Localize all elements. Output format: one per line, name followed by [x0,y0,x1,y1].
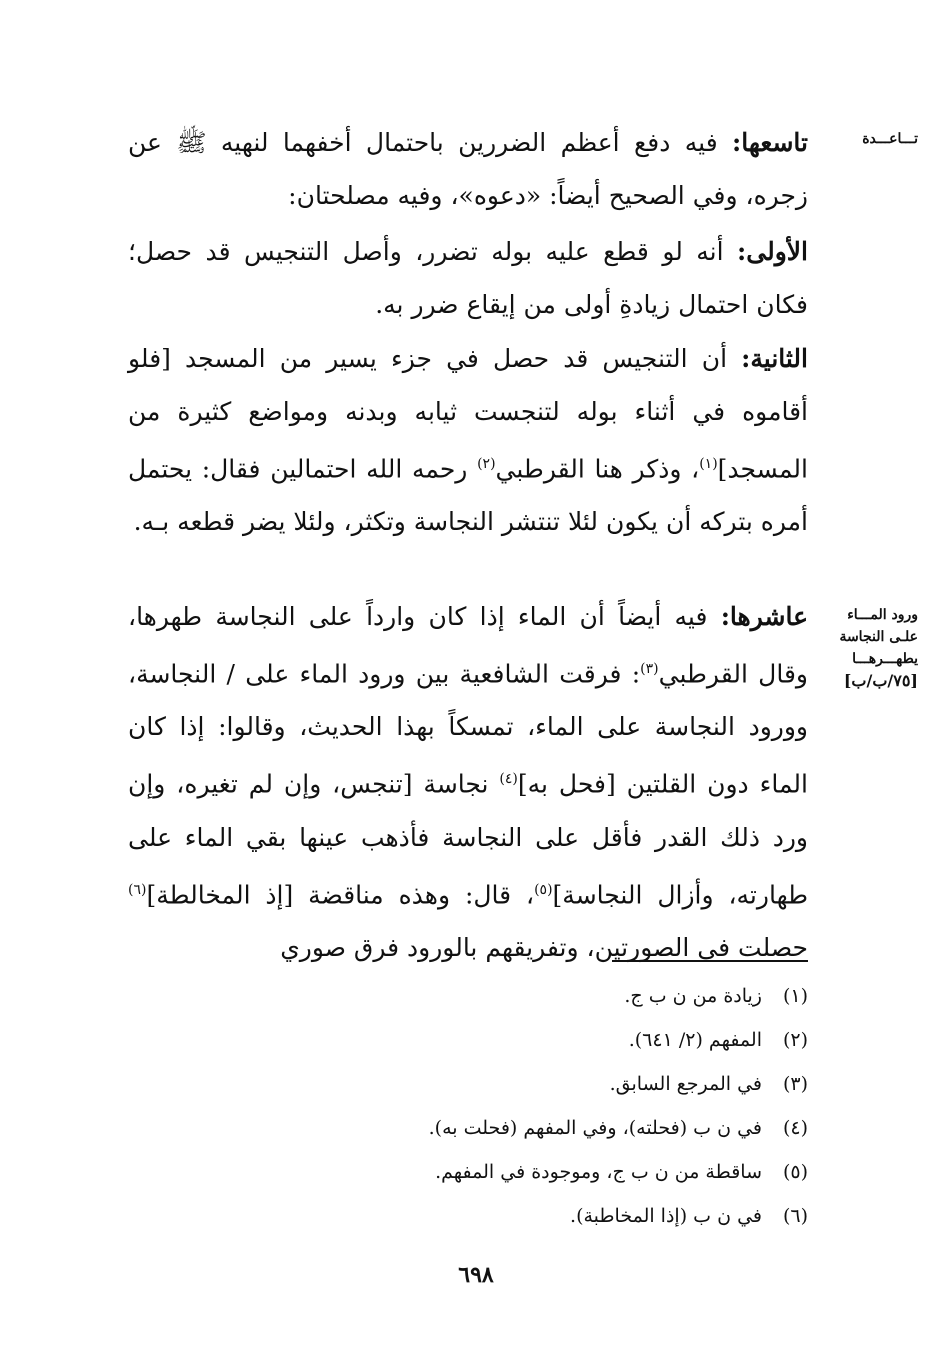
footnote-item [300,1106,808,1150]
footnote-item [300,1150,808,1194]
paragraph-text: فيه أيضاً أن الماء إذا كان وارداً على النجاسة طهرها، وقال القرطبي [128,602,808,689]
footnote-number: (٢) [782,1029,808,1051]
paragraph-ninth [128,116,808,222]
footnote-number: (٦) [782,1205,808,1227]
margin-note-water-purifies: ورود المـــاء علـى النجاسة يطهـــرهـــا [٧٥/ب/ب] [818,604,918,692]
page-number: ٦٩٨ [458,1262,494,1288]
footnote-number: (٤) [782,1117,808,1139]
paragraph-second-benefit [128,332,808,548]
footnote-ref[interactable]: (٦) [128,881,147,898]
paragraph-lead: عاشرها: [720,602,808,631]
paragraph-lead: تاسعها: [732,128,808,157]
footnote-item [300,974,808,1018]
folio-marker: [٧٥/ب/ب] [843,671,918,690]
paragraph-text: ، قال: وهذه مناقضة [إذ المخالطة] [146,879,535,909]
paragraph-lead: الأولى: [737,237,808,266]
footnote-item [300,1194,808,1238]
paragraph-text: أنه لو قطع عليه بوله تضرر، وأصل التنجيس قد حصل؛ فكان احتمال زيادةِ أولى من إيقاع ضرر به. [128,237,808,319]
footnote-item [300,1018,808,1062]
paragraph-text: : فرقت الشافعية بين ورود الماء على / النجاسة، وورود النجاسة على الماء، تمسكاً بهذا الحديث، وقالوا: إذا كان الماء دون القلتين [فحل به] [128,659,808,799]
footnote-number: (١) [782,985,808,1007]
paragraph-text: رحمه الله احتمالين فقال: يحتمل أمره بتركه أن يكون لئلا تنتشر النجاسة وتكثر، ولئلا يضر قطعه بـه. [128,454,808,537]
footnote-text: في المرجع السابق. [609,1073,762,1095]
footnote-ref[interactable]: (٤) [499,771,518,788]
footnote-list [300,974,808,1238]
footnote-number: (٣) [782,1073,808,1095]
paragraph-tenth [128,590,808,974]
paragraph-first-benefit [128,225,808,331]
paragraph-text: ، وذكر هنا القرطبي [495,454,700,484]
footnote-text: ساقطة من ن ب ج، وموجودة في المفهم. [435,1161,762,1183]
footnote-divider [612,960,808,962]
paragraph-text: نجاسة [تنجس، وإن لم تغيره، وإن ورد ذلك القدر فأقل على النجاسة فأذهب عينها بقي الماء على طهارته، وأزال النجاسة] [128,769,809,909]
footnote-ref[interactable]: (٢) [477,456,496,472]
paragraph-lead: الثانية: [741,344,808,373]
footnote-text: المفهم (٢/ ٦٤١). [628,1029,762,1051]
footnote-ref[interactable]: (٥) [534,881,553,898]
paragraph-text: فيه دفع أعظم الضررين باحتمال أخفهما لنهيه ﷺ عن زجره، وفي الصحيح أيضاً: «دعوه»، وفيه مصلحتان: [128,128,808,210]
footnote-text: في ن ب (فحلته)، وفي المفهم (فحلت به). [428,1117,762,1139]
paragraph-text: أن التنجيس قد حصل في جزء يسير من المسجد [فلو أقاموه في أثناء بوله لتنجست ثيابه وبدنه ومواضع كثيرة من المسجد] [128,344,808,484]
footnote-text: زيادة من ن ب ج. [624,985,762,1007]
footnote-number: (٥) [782,1161,808,1183]
footnote-ref[interactable]: (٣) [640,661,659,677]
footnote-ref[interactable]: (١) [699,456,718,472]
footnote-text: في ن ب (إذا المخاطبة). [570,1205,762,1227]
paragraph-text: حصلت في الصورتين، وتفريقهم بالورود فرق صوري [280,932,808,962]
margin-note-rule: تـــاعـــدة [862,131,918,147]
footnote-item [300,1062,808,1106]
